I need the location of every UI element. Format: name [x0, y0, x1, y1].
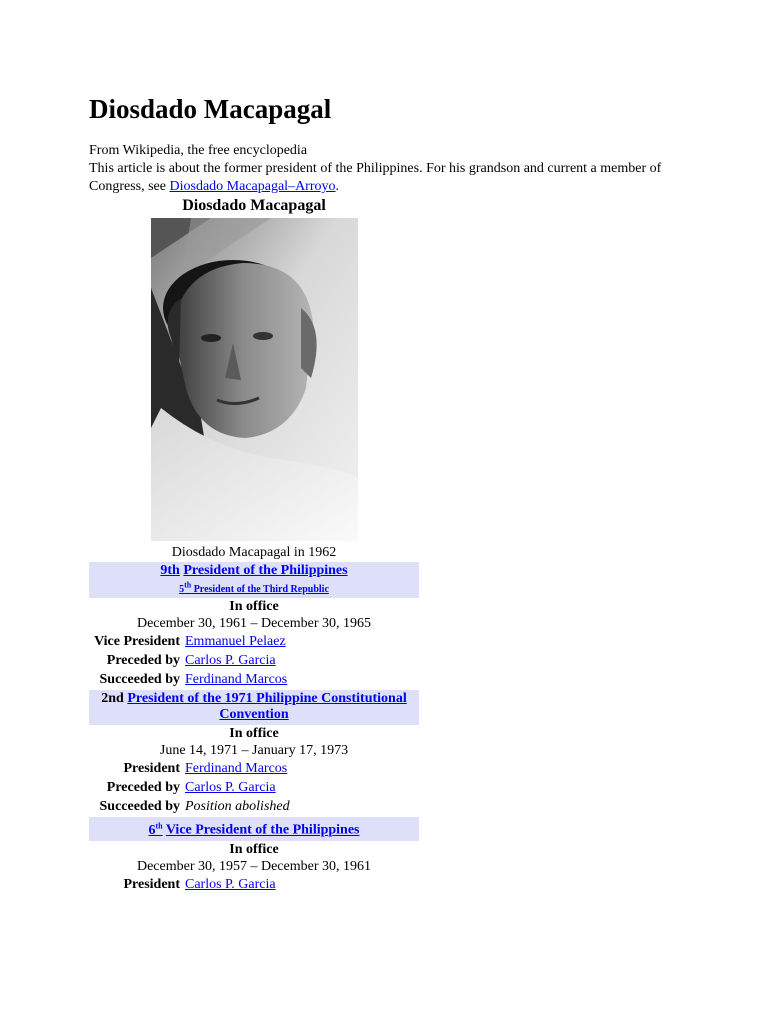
row-value: Position abolished	[185, 799, 290, 815]
info-row	[89, 670, 419, 689]
hatnote	[89, 160, 669, 196]
sub-office	[89, 579, 419, 596]
ordinal-suffix: th	[155, 821, 163, 831]
hatnote-link[interactable]: Diosdado Macapagal–Arroyo	[169, 179, 336, 194]
sub-ordinal: 5	[179, 584, 185, 596]
sub-ordinal-suffix: th	[184, 581, 192, 590]
hatnote-end: .	[335, 179, 340, 194]
infobox	[89, 196, 419, 894]
portrait-photo	[151, 218, 358, 541]
in-office-label: In office	[229, 599, 279, 615]
term-dates: June 14, 1971 – January 17, 1973	[159, 743, 349, 759]
article	[89, 92, 689, 892]
info-row	[89, 778, 419, 797]
in-office-label: In office	[229, 726, 279, 742]
info-row	[89, 875, 419, 894]
hatnote-text: This article is about the former president of the Philippines. For his grandson and current a member of Congress, see	[89, 161, 662, 194]
intro-block	[89, 142, 669, 196]
row-link[interactable]: Ferdinand Marcos	[185, 761, 288, 777]
row-link[interactable]: Carlos P. Garcia	[185, 780, 276, 796]
row-key: Preceded by	[106, 780, 180, 796]
infobox-title: Diosdado Macapagal	[182, 197, 326, 214]
row-link[interactable]: Carlos P. Garcia	[185, 653, 276, 669]
row-link[interactable]: Ferdinand Marcos	[185, 672, 288, 688]
office-link[interactable]: President of the 1971 Philippine Constitutional Convention	[127, 691, 407, 723]
ordinal-link[interactable]	[148, 823, 162, 838]
info-row	[89, 759, 419, 778]
section-header-president	[89, 562, 419, 598]
page-title: Diosdado Macapagal	[89, 94, 332, 124]
section-header-vice-president	[89, 817, 419, 841]
sub-office-link[interactable]	[179, 581, 329, 596]
info-row	[89, 797, 419, 816]
info-row	[89, 632, 419, 651]
row-key: Succeeded by	[99, 672, 180, 688]
row-key: President	[123, 876, 180, 892]
office-link[interactable]: President of the Philippines	[183, 563, 348, 578]
row-link[interactable]: Carlos P. Garcia	[185, 876, 276, 892]
ordinal-number: 6	[148, 822, 156, 838]
sub-office-label: President of the Third Republic	[193, 584, 329, 596]
photo-caption: Diosdado Macapagal in 1962	[171, 545, 337, 560]
row-key: Succeeded by	[99, 799, 180, 815]
row-key: Vice President	[94, 634, 180, 650]
office-link[interactable]: Vice President of the Philippines	[165, 822, 360, 838]
ordinal-link[interactable]: 9th	[160, 563, 180, 578]
row-link[interactable]: Emmanuel Pelaez	[185, 634, 286, 650]
row-key: President	[123, 761, 180, 777]
ordinal-text: 2nd	[101, 691, 124, 707]
section-header-convention	[89, 690, 419, 725]
info-row	[89, 651, 419, 670]
in-office-label: In office	[229, 841, 279, 857]
portrait-image	[151, 218, 358, 541]
from-line: From Wikipedia, the free encyclopedia	[89, 143, 308, 158]
term-dates: December 30, 1961 – December 30, 1965	[136, 616, 372, 632]
term-dates: December 30, 1957 – December 30, 1961	[136, 858, 372, 874]
row-key: Preceded by	[106, 653, 180, 669]
